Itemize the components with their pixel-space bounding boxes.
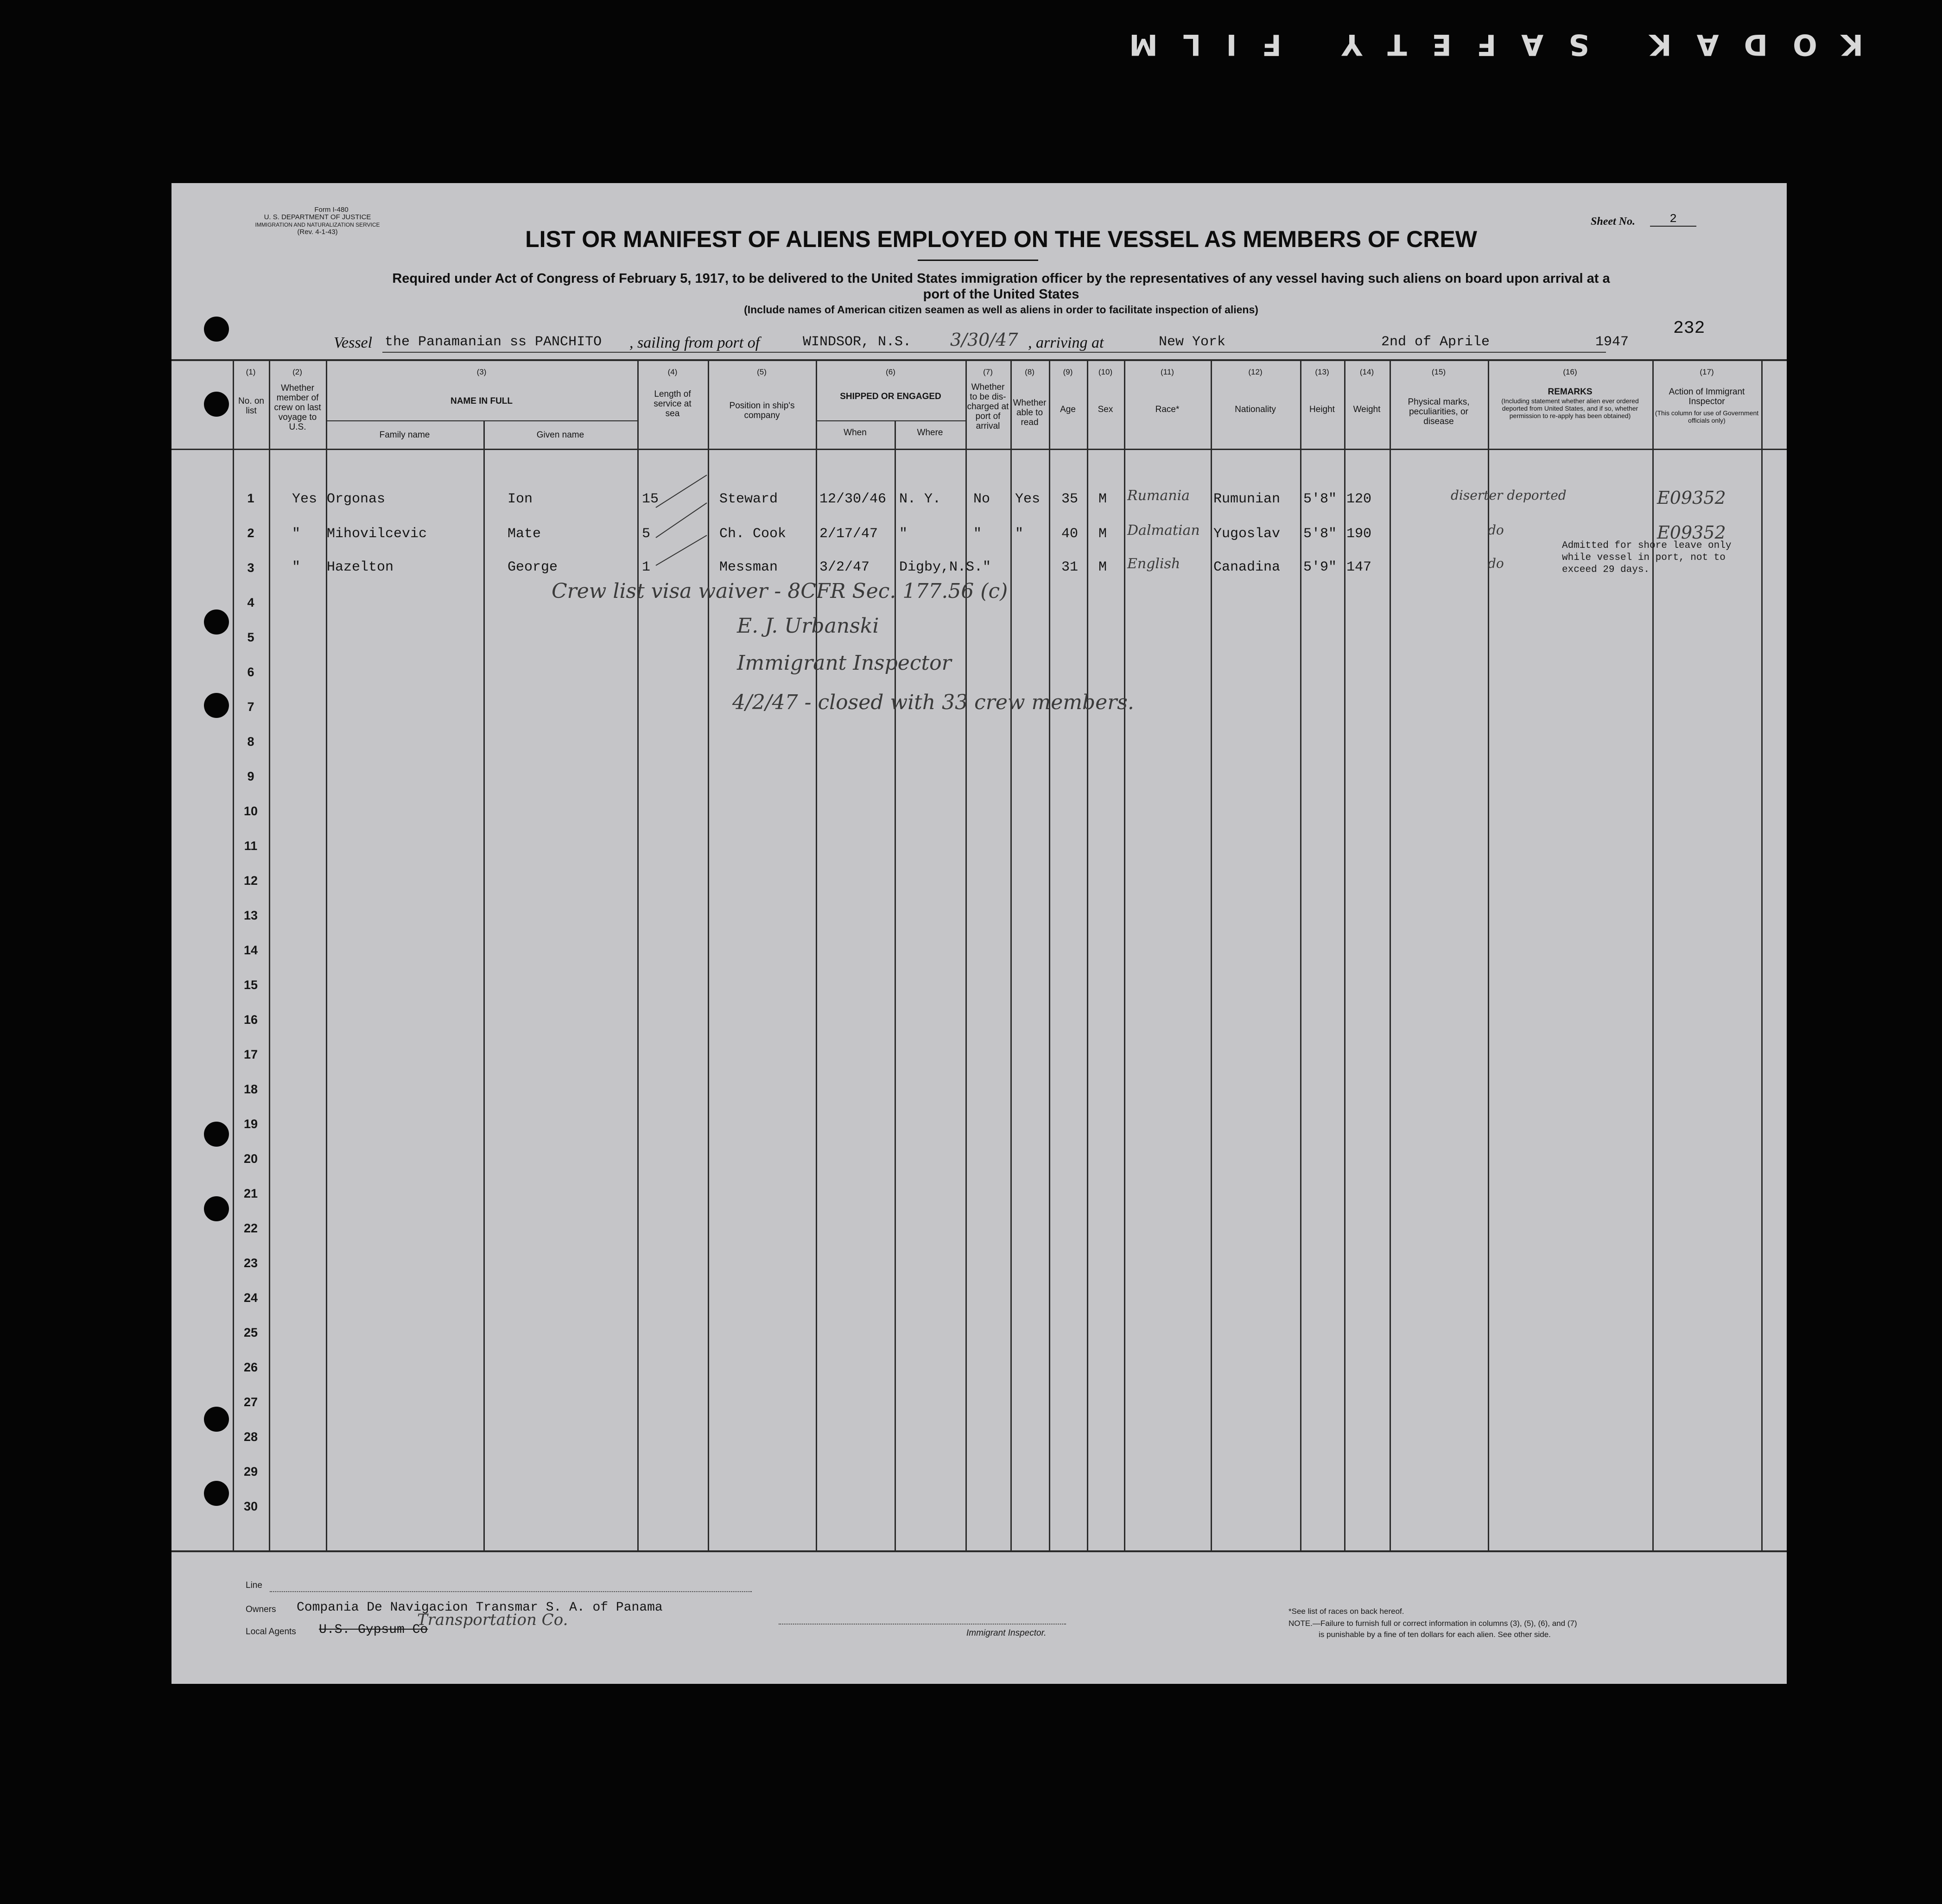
header-discharged: Whether to be dis-charged at port of arrival <box>967 382 1009 431</box>
header-sex: Sex <box>1098 405 1113 414</box>
form-number: Form I-480 <box>314 206 349 214</box>
remarks-handwritten: do <box>1488 556 1504 571</box>
col-num: (6) <box>886 368 895 376</box>
handwritten-inspector-name: E. J. Urbanski <box>737 614 879 638</box>
handwritten-closed-note: 4/2/47 - closed with 33 crew members. <box>732 691 1134 714</box>
row-number: 27 <box>243 1395 258 1409</box>
col-num: (9) <box>1063 368 1073 376</box>
able-to-read: Yes <box>1015 491 1041 507</box>
col-rule <box>1488 359 1489 1551</box>
header-able-read: Whether able to read <box>1013 398 1047 427</box>
inspector-signature-label: Immigrant Inspector. <box>966 1628 1047 1638</box>
col-rule <box>1300 359 1301 1551</box>
header-shipped-engaged: SHIPPED OR ENGAGED <box>840 392 941 401</box>
punch-hole <box>204 1407 229 1432</box>
shipped-where: N. Y. <box>899 491 941 507</box>
handwritten-inspector-title: Immigrant Inspector <box>737 651 952 675</box>
discharged: " <box>973 526 982 542</box>
stamp-number: 232 <box>1673 318 1705 338</box>
punch-hole <box>204 1122 229 1147</box>
able-to-read: " <box>1015 526 1024 542</box>
row-number: 11 <box>244 839 258 853</box>
col-rule <box>233 359 234 1551</box>
requirement-note: (Include names of American citizen seamen as well as aliens in order to facilitate inspection of aliens) <box>744 304 1258 316</box>
col-num: (3) <box>476 368 487 376</box>
remarks-handwritten: diserter deported <box>1451 488 1567 503</box>
sex: M <box>1098 526 1107 542</box>
row-number: 26 <box>243 1360 258 1374</box>
row-number: 29 <box>243 1465 258 1479</box>
discharged: No <box>973 491 990 507</box>
row-number: 16 <box>243 1013 258 1027</box>
position: Steward <box>719 491 778 507</box>
header-name-in-full: NAME IN FULL <box>450 396 513 406</box>
sailing-label: , sailing from port of <box>629 334 760 351</box>
row-number: 3 <box>247 561 254 575</box>
table-top-rule <box>171 359 1787 361</box>
sex: M <box>1098 491 1107 507</box>
manifest-sheet <box>171 183 1787 1684</box>
row-number: 18 <box>243 1082 258 1096</box>
col-num: (17) <box>1700 368 1714 376</box>
row-number: 10 <box>243 804 258 818</box>
row-number: 21 <box>243 1187 258 1200</box>
service-strike-marks <box>637 461 711 582</box>
col-rule <box>1652 359 1654 1551</box>
row-number: 8 <box>247 735 254 749</box>
header-nationality: Nationality <box>1235 405 1276 414</box>
punch-hole <box>204 1196 229 1221</box>
form-service: IMMIGRATION AND NATURALIZATION SERVICE <box>255 222 380 228</box>
row-number: 12 <box>243 874 258 888</box>
row-number: 24 <box>243 1291 258 1305</box>
col-num: (16) <box>1563 368 1577 376</box>
col-rule <box>1390 359 1391 1551</box>
header-whether-member: Whether member of crew on last voyage to U.S. <box>274 383 321 432</box>
row-number: 19 <box>243 1117 258 1131</box>
arriving-port: New York <box>1159 334 1226 350</box>
fine-note: NOTE.—Failure to furnish full or correct information in columns (3), (5), (6), and (7) <box>1288 1619 1577 1628</box>
agents-handwritten: Transportation Co. <box>417 1611 568 1629</box>
row-number: 5 <box>247 630 254 644</box>
member-last-voyage: " <box>292 526 301 542</box>
arrival-year: 1947 <box>1595 334 1629 350</box>
position: Messman <box>719 559 778 575</box>
header-remarks-note: (Including statement whether alien ever ordered deported from United States, and if so, whether permission to re-apply has been obtained) <box>1501 397 1639 419</box>
header-weight: Weight <box>1353 405 1381 414</box>
inspector-action: E09352 <box>1657 522 1726 543</box>
row-number: 17 <box>243 1047 258 1061</box>
header-action: Action of Immigrant Inspector <box>1669 387 1745 406</box>
row-number: 1 <box>247 491 254 505</box>
sheet-number: 2 <box>1650 212 1696 227</box>
length-of-service: 1 <box>642 559 651 575</box>
header-race: Race* <box>1155 405 1180 414</box>
header-action-note: (This column for use of Government officials only) <box>1655 409 1759 424</box>
header-height: Height <box>1309 405 1335 414</box>
shipped-where: " <box>899 526 908 542</box>
family-name: Mihovilcevic <box>327 526 427 542</box>
age: 31 <box>1061 559 1079 575</box>
header-when: When <box>844 428 867 438</box>
punch-hole <box>204 1481 229 1506</box>
form-revision: (Rev. 4-1-43) <box>297 228 338 236</box>
member-last-voyage: Yes <box>292 491 317 507</box>
col-rule <box>1344 359 1345 1551</box>
col-rule <box>483 420 485 1551</box>
header-no-on-list: No. on list <box>238 396 264 416</box>
shipped-when: 3/2/47 <box>819 559 870 575</box>
shipped-subheader-rule <box>816 420 965 421</box>
col-rule <box>816 359 817 1551</box>
vessel-fill-line <box>382 352 1606 353</box>
requirement-line: Required under Act of Congress of February 5, 1917, to be delivered to the United States immigration officer by the representatives of any vessel having such aliens on board upon arrival at a <box>392 271 1610 286</box>
handwritten-visa-waiver: Crew list visa waiver - 8CFR Sec. 177.56 (c) <box>552 579 1008 603</box>
nationality: Canadina <box>1213 559 1281 575</box>
row-number: 9 <box>247 769 254 783</box>
header-remarks: REMARKS <box>1548 387 1593 397</box>
row-number: 13 <box>243 908 258 922</box>
col-rule <box>1049 359 1050 1551</box>
race: English <box>1127 556 1180 572</box>
remarks-handwritten: do <box>1488 522 1504 538</box>
name-subheader-rule <box>326 420 637 421</box>
form-title: LIST OR MANIFEST OF ALIENS EMPLOYED ON THE VESSEL AS MEMBERS OF CREW <box>525 226 1477 252</box>
age: 40 <box>1061 526 1079 542</box>
sex: M <box>1098 559 1107 575</box>
col-num: (4) <box>667 368 678 376</box>
arrival-date: 2nd of Aprile <box>1381 334 1490 350</box>
row-number: 7 <box>247 700 254 714</box>
col-rule <box>965 359 967 1551</box>
position: Ch. Cook <box>719 526 787 542</box>
col-num: (8) <box>1025 368 1034 376</box>
length-of-service: 15 <box>642 491 659 507</box>
row-number: 15 <box>243 978 258 992</box>
line-fill <box>270 1591 752 1592</box>
given-name: George <box>508 559 558 575</box>
row-number: 4 <box>247 596 254 609</box>
punch-hole <box>204 693 229 718</box>
weight: 120 <box>1346 491 1372 507</box>
race: Dalmatian <box>1127 522 1200 539</box>
agents-value: U.S. Gypsum Co <box>319 1623 428 1637</box>
header-where: Where <box>917 428 943 438</box>
owners-label: Owners <box>246 1605 276 1614</box>
form-id-block <box>234 206 401 236</box>
row-number: 23 <box>243 1256 258 1270</box>
col-num: (12) <box>1248 368 1263 376</box>
punch-hole <box>204 392 229 417</box>
sheet-label: Sheet No. <box>1591 216 1635 228</box>
title-rule <box>918 260 1038 261</box>
family-name: Hazelton <box>327 559 394 575</box>
inspector-signature-line <box>779 1624 1066 1625</box>
header-physical-marks: Physical marks, peculiarities, or disease <box>1408 397 1470 426</box>
col-num: (10) <box>1098 368 1113 376</box>
given-name: Mate <box>508 526 541 542</box>
row-number: 14 <box>243 943 258 957</box>
table-bottom-rule <box>171 1550 1787 1552</box>
races-note: *See list of races on back hereof. <box>1288 1607 1404 1616</box>
row-number: 2 <box>247 526 254 540</box>
age: 35 <box>1061 491 1079 507</box>
height: 5'8" <box>1303 491 1337 507</box>
col-rule <box>269 359 270 1551</box>
row-number: 22 <box>243 1221 258 1235</box>
height: 5'9" <box>1303 559 1337 575</box>
weight: 190 <box>1346 526 1372 542</box>
row-number: 6 <box>247 665 254 679</box>
header-given-name: Given name <box>536 430 584 440</box>
col-num: (14) <box>1359 368 1374 376</box>
race: Rumania <box>1127 488 1190 504</box>
action-typed-note: Admitted for shore leave only while vessel in port, not to exceed 29 days. <box>1562 540 1732 575</box>
col-rule <box>1211 359 1212 1551</box>
col-num: (15) <box>1431 368 1446 376</box>
owners-value: Compania De Navigacion Transmar S. A. of Panama <box>297 1600 663 1615</box>
header-position: Position in ship's company <box>729 401 795 420</box>
header-bottom-rule <box>171 449 1787 450</box>
member-last-voyage: " <box>292 559 301 575</box>
row-number: 20 <box>243 1152 258 1166</box>
family-name: Orgonas <box>327 491 386 507</box>
shipped-when: 12/30/46 <box>819 491 887 507</box>
header-family-name: Family name <box>379 430 430 440</box>
shipped-when: 2/17/47 <box>819 526 878 542</box>
col-num: (1) <box>246 368 256 376</box>
header-length-service: Length of service at sea <box>654 389 692 419</box>
vessel-label: Vessel <box>334 334 373 351</box>
col-num: (11) <box>1161 368 1174 376</box>
col-num: (2) <box>292 368 302 376</box>
header-age: Age <box>1060 405 1076 414</box>
row-number: 30 <box>243 1499 258 1513</box>
weight: 147 <box>1346 559 1372 575</box>
agents-label: Local Agents <box>246 1627 296 1637</box>
arriving-label: , arriving at <box>1028 334 1104 351</box>
col-rule <box>1124 359 1125 1551</box>
sailing-date-handwritten: 3/30/47 <box>950 330 1018 350</box>
requirement-line-2: port of the United States <box>923 287 1079 302</box>
inspector-action: E09352 <box>1657 488 1726 508</box>
form-department: U. S. DEPARTMENT OF JUSTICE <box>264 213 371 221</box>
length-of-service: 5 <box>642 526 651 542</box>
shipped-where: Digby,N.S." <box>899 559 991 575</box>
given-name: Ion <box>508 491 533 507</box>
col-rule <box>1761 359 1763 1551</box>
col-num: (7) <box>983 368 993 376</box>
col-rule <box>1087 359 1088 1551</box>
col-num: (13) <box>1315 368 1329 376</box>
line-label: Line <box>246 1580 262 1590</box>
nationality: Yugoslav <box>1213 526 1281 542</box>
punch-hole <box>204 317 229 342</box>
film-edge-marking: KODAK SAFETY FILM <box>1104 28 1863 62</box>
nationality: Rumunian <box>1213 491 1281 507</box>
fine-note-2: is punishable by a fine of ten dollars for each alien. See other side. <box>1319 1630 1551 1639</box>
punch-hole <box>204 609 229 635</box>
row-number: 25 <box>243 1326 258 1339</box>
sailing-port: WINDSOR, N.S. <box>803 334 912 350</box>
col-num: (5) <box>757 368 767 376</box>
height: 5'8" <box>1303 526 1337 542</box>
row-number: 28 <box>243 1430 258 1444</box>
col-rule <box>1010 359 1012 1551</box>
vessel-name: the Panamanian ss PANCHITO <box>385 334 602 350</box>
